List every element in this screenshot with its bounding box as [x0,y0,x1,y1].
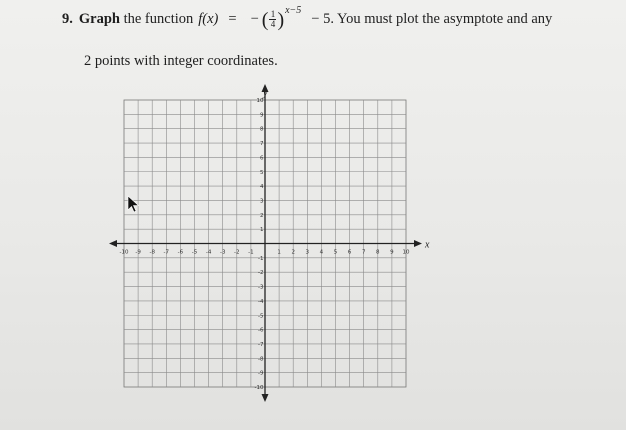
x-tick-label: -9 [135,249,141,256]
y-tick-label: -4 [258,298,264,305]
y-tick-label: 8 [260,126,264,133]
y-tick-label: -3 [258,284,264,291]
x-tick-label: 6 [347,249,352,256]
exponent: x−5 [285,5,302,16]
y-tick-label: -5 [258,313,264,320]
instruction-tail: − 5. You must plot the asymptote and any [311,11,553,27]
y-axis-down-arrow-icon [262,394,269,402]
leading-minus: − [250,11,259,27]
x-tick-label: 9 [390,249,394,256]
x-tick-label: -7 [163,249,170,256]
x-tick-label: 1 [277,249,281,256]
mouse-pointer-icon [128,196,139,212]
fraction-denominator: 4 [270,19,276,29]
x-tick-label: -10 [119,249,129,256]
y-tick-label: 2 [260,212,264,219]
question-line-2: 2 points with integer coordinates. [84,53,278,69]
y-tick-label: -2 [258,270,264,277]
instruction-text: the function [119,11,194,27]
x-tick-label: 7 [361,249,366,256]
y-tick-label: 9 [260,112,264,119]
axes [109,84,422,402]
x-tick-label: -6 [177,249,184,256]
y-tick-label: 4 [260,184,264,191]
function-name: f(x) [198,11,219,27]
x-tick-label: 10 [402,249,410,256]
x-tick-label: 8 [376,249,380,256]
x-axis-left-arrow-icon [109,240,117,247]
right-paren: ) [277,8,285,31]
x-tick-label: -1 [248,249,254,256]
x-tick-label: -4 [205,249,212,256]
y-tick-label: -6 [258,327,264,334]
left-paren: ( [261,8,269,31]
y-tick-label: -8 [258,356,264,363]
y-tick-label: -9 [258,370,264,377]
x-axis-right-arrow-icon [414,240,422,247]
fraction-numerator: 1 [270,9,276,19]
x-tick-label: 3 [305,249,310,256]
y-tick-label: -10 [254,385,264,391]
y-tick-label: -1 [258,255,264,262]
x-tick-label: 5 [333,249,338,256]
x-tick-label: 4 [319,249,324,256]
question-number: 9. [62,11,73,27]
x-tick-label: 2 [291,249,295,256]
y-tick-label: 5 [260,169,264,176]
y-tick-label: 10 [256,98,264,104]
y-tick-label: 7 [260,141,264,148]
instruction-verb: Graph [78,11,120,27]
y-tick-label: 3 [260,198,264,205]
equals-sign: = [228,11,237,27]
x-axis-label: x [425,239,430,251]
x-tick-label: -8 [149,249,155,256]
y-tick-label: 6 [260,155,264,162]
y-tick-label: 1 [260,227,264,234]
y-axis-label: y [263,88,268,99]
x-tick-label: -5 [191,249,198,256]
x-tick-label: -2 [234,249,240,256]
y-tick-label: -7 [258,341,264,348]
x-tick-label: -3 [219,249,226,256]
